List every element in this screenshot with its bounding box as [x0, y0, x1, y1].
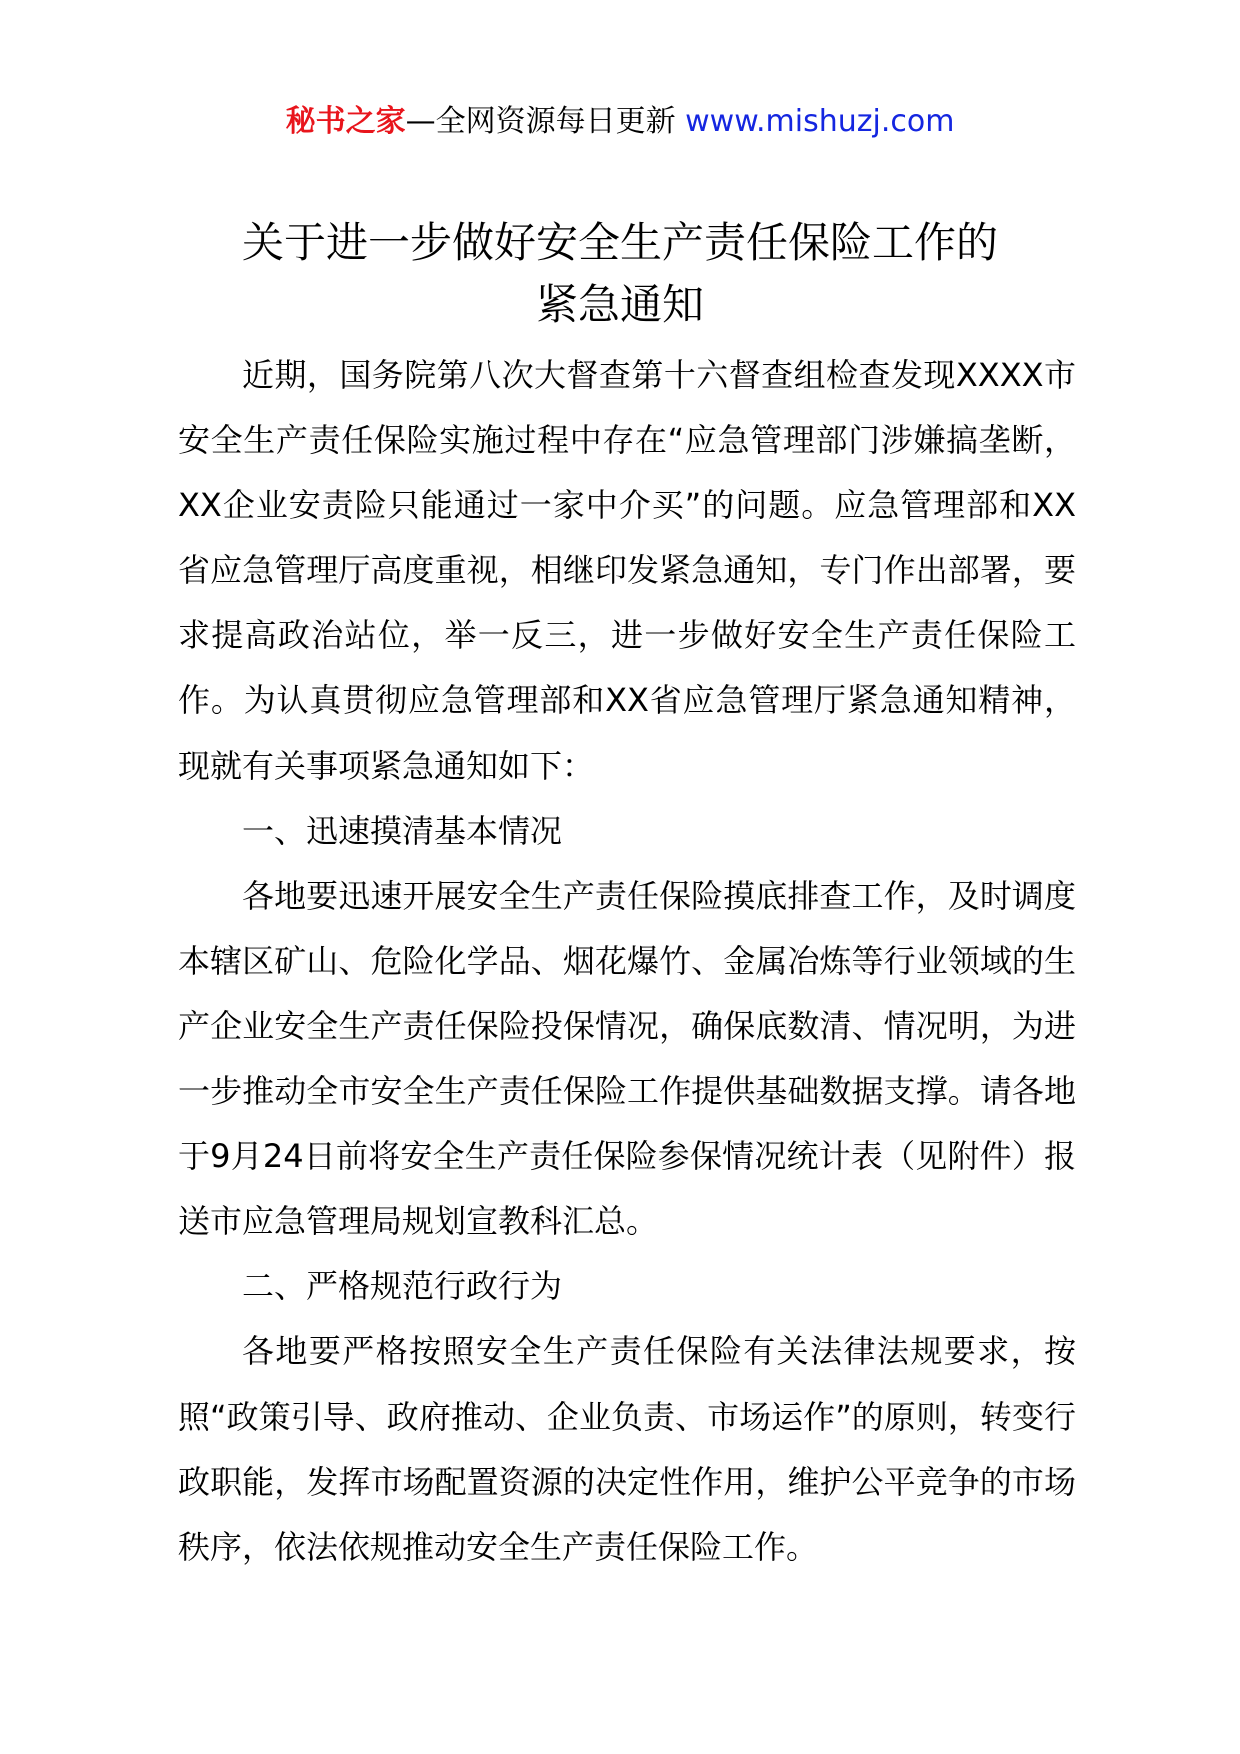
- section-heading-1: 一、迅速摸清基本情况: [242, 811, 563, 850]
- document-title: [140, 212, 1100, 336]
- brand-name: 秘书之家: [285, 104, 406, 139]
- site-header: [0, 100, 1240, 144]
- title-line-1: 关于进一步做好安全生产责任保险工作的: [241, 218, 998, 267]
- document-body: [178, 343, 1076, 1580]
- paragraph-section-1: 各地要迅速开展安全生产责任保险摸底排查工作，及时调度本辖区矿山、危险化学品、烟花爆竹、金属冶炼等行业领域的生产企业安全生产责任保险投保情况，确保底数清、情况明，为进一步推动全市安全生产责任保险工作提供基础数据支撑。请各地于9月24日前将安全生产责任保险参保情况统计表（见附件）报送市应急管理局规划宣教科汇总。: [178, 876, 1076, 1241]
- paragraph-intro: 近期，国务院第八次大督查第十六督查组检查发现XXXX市安全生产责任保险实施过程中存在“应急管理部门涉嫌搞垄断，XX企业安责险只能通过一家中介买”的问题。应急管理部和XX省应急管理厅高度重视，相继印发紧急通知，专门作出部署，要求提高政治站位，举一反三，进一步做好安全生产责任保险工作。为认真贯彻应急管理部和XX省应急管理厅紧急通知精神，现就有关事项紧急通知如下：: [178, 356, 1076, 785]
- section-heading-2: 二、严格规范行政行为: [242, 1267, 563, 1306]
- site-url-link[interactable]: www.mishuzj.com: [685, 104, 955, 139]
- header-tagline: —全网资源每日更新: [405, 104, 676, 139]
- paragraph-section-2: 各地要严格按照安全生产责任保险有关法律法规要求，按照“政策引导、政府推动、企业负责、市场运作”的原则，转变行政职能，发挥市场配置资源的决定性作用，维护公平竞争的市场秩序，依法依规推动安全生产责任保险工作。: [178, 1332, 1076, 1566]
- title-line-2: 紧急通知: [535, 280, 704, 329]
